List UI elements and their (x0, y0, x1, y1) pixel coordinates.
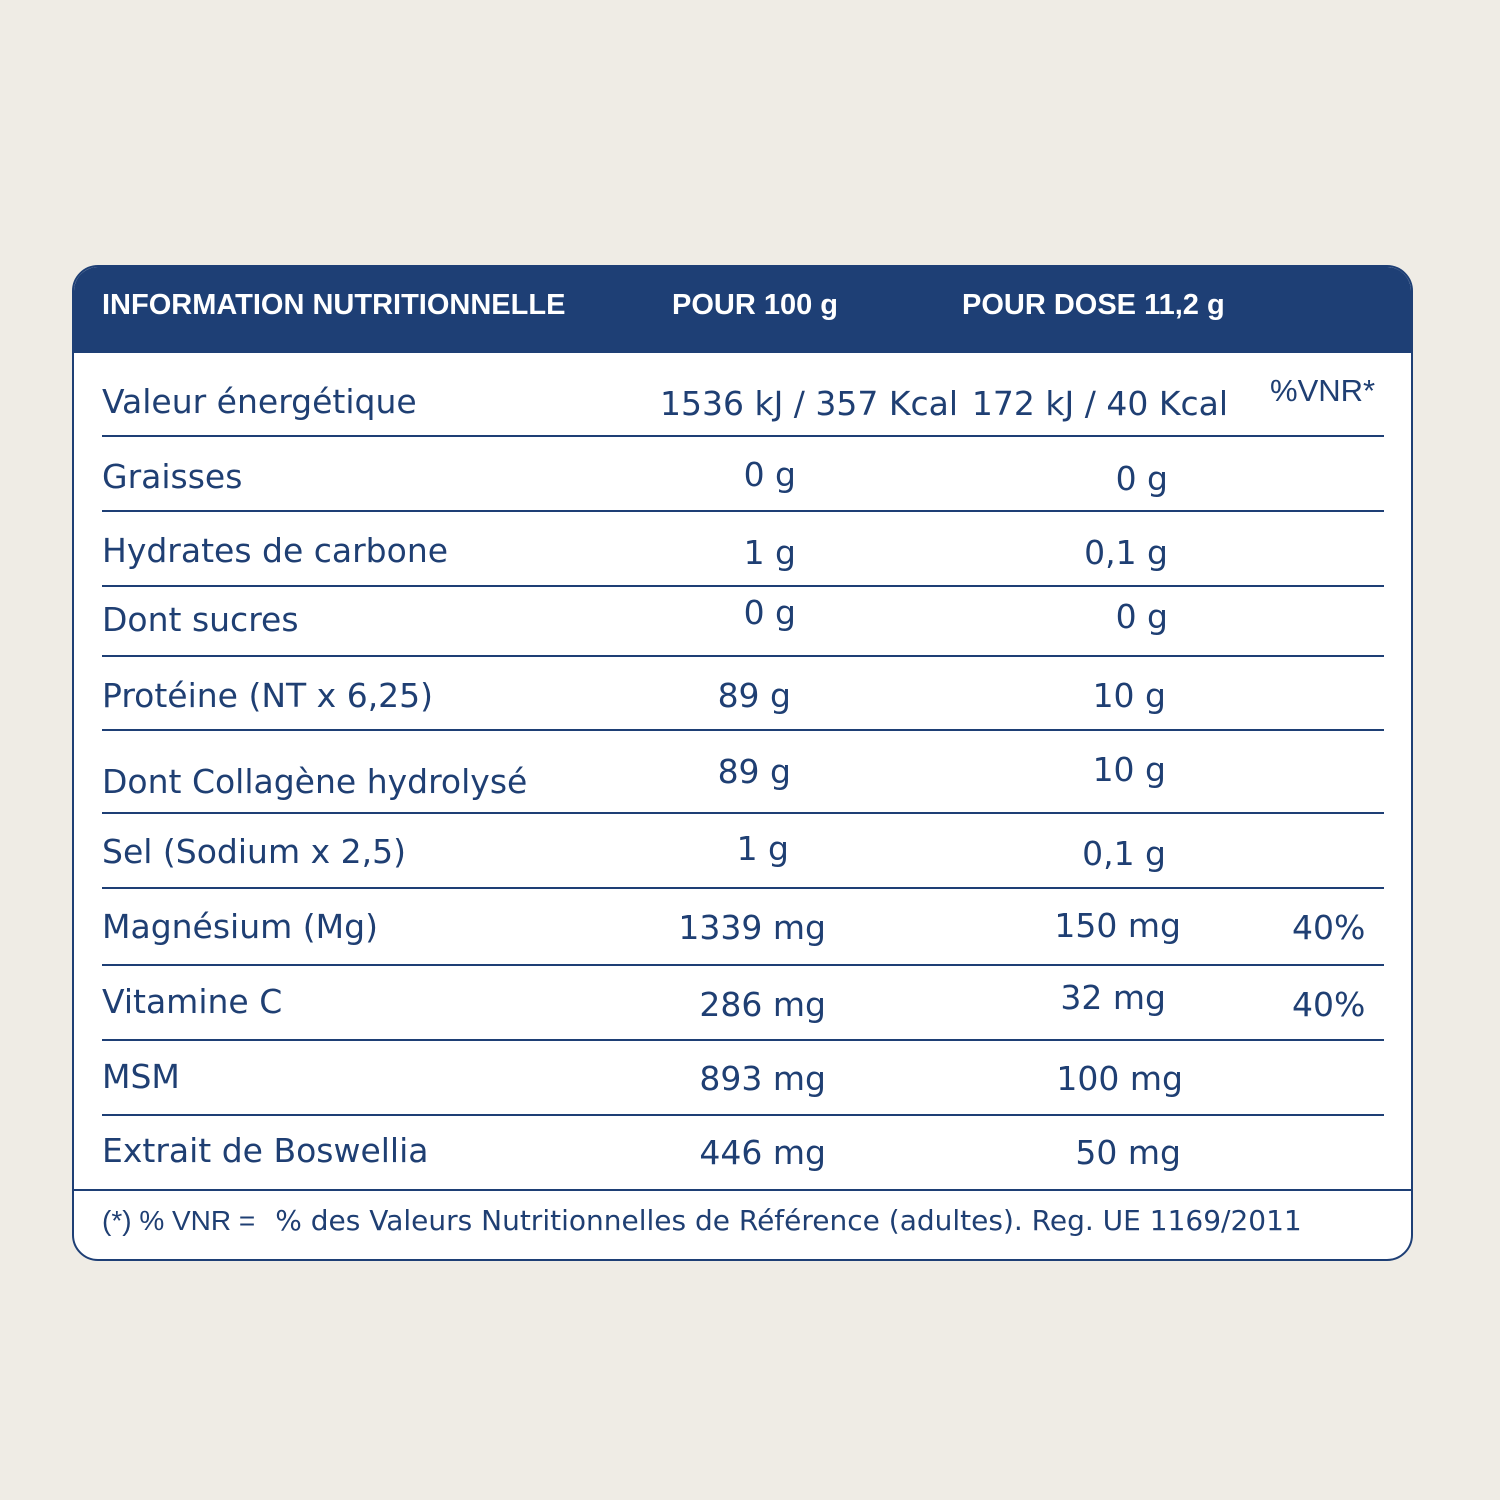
header-per100: POUR 100 g (672, 289, 838, 321)
value-per100: 1339 mg (678, 908, 826, 947)
value-per-dose: 0 g (1115, 459, 1168, 498)
value-per-dose: 0,1 g (1084, 533, 1168, 572)
value-per100: 1536 kJ / 357 Kcal (660, 384, 959, 423)
value-per-dose: 10 g (1092, 750, 1166, 789)
value-per100: 89 g (717, 676, 791, 715)
nutrient-label: Sel (Sodium x 2,5) (102, 832, 406, 871)
row-divider (102, 510, 1384, 512)
row-divider (102, 1039, 1384, 1041)
row-divider (102, 1114, 1384, 1116)
vnr-header: %VNR* (1270, 373, 1376, 408)
value-per100: 0 g (743, 455, 796, 494)
nutrition-table (72, 265, 1413, 1261)
value-per100: 1 g (736, 829, 789, 868)
value-per-dose: 50 mg (1075, 1133, 1181, 1172)
value-per100: 446 mg (699, 1133, 826, 1172)
value-vnr: 40% (1292, 985, 1366, 1024)
value-per-dose: 32 mg (1060, 978, 1166, 1017)
header-title: INFORMATION NUTRITIONNELLE (102, 289, 566, 321)
footnote-key: (*) % VNR = (102, 1205, 256, 1236)
nutrient-label: Graisses (102, 457, 243, 496)
nutrient-label: Protéine (NT x 6,25) (102, 676, 434, 715)
row-divider (102, 812, 1384, 814)
value-per100: 286 mg (699, 985, 826, 1024)
row-divider (102, 887, 1384, 889)
row-divider (102, 435, 1384, 437)
value-per-dose: 172 kJ / 40 Kcal (971, 384, 1228, 423)
row-divider (102, 655, 1384, 657)
value-vnr: 40% (1292, 908, 1366, 947)
value-per-dose: 0,1 g (1082, 834, 1166, 873)
footnote-text: % des Valeurs Nutritionnelles de Référence (adultes). Reg. UE 1169/2011 (275, 1204, 1302, 1237)
nutrient-label: Vitamine C (102, 982, 283, 1021)
footer-divider (74, 1189, 1411, 1191)
table-header (74, 267, 1411, 353)
value-per100: 893 mg (699, 1059, 826, 1098)
nutrient-label: Dont Collagène hydrolysé (102, 762, 528, 801)
nutrient-label: Dont sucres (102, 600, 299, 639)
row-divider (102, 964, 1384, 966)
value-per100: 1 g (743, 533, 796, 572)
value-per100: 89 g (717, 752, 791, 791)
nutrient-label: Extrait de Boswellia (102, 1131, 429, 1170)
value-per-dose: 150 mg (1054, 906, 1181, 945)
nutrient-label: MSM (102, 1057, 180, 1096)
row-divider (102, 729, 1384, 731)
row-divider (102, 585, 1384, 587)
footnote (102, 1204, 1302, 1237)
value-per-dose: 10 g (1092, 676, 1166, 715)
header-per-dose: POUR DOSE 11,2 g (962, 289, 1225, 321)
nutrient-label: Hydrates de carbone (102, 531, 449, 570)
value-per-dose: 100 mg (1056, 1059, 1183, 1098)
nutrient-label: Valeur énergétique (102, 382, 417, 421)
value-per-dose: 0 g (1115, 597, 1168, 636)
value-per100: 0 g (743, 593, 796, 632)
nutrient-label: Magnésium (Mg) (102, 907, 378, 946)
